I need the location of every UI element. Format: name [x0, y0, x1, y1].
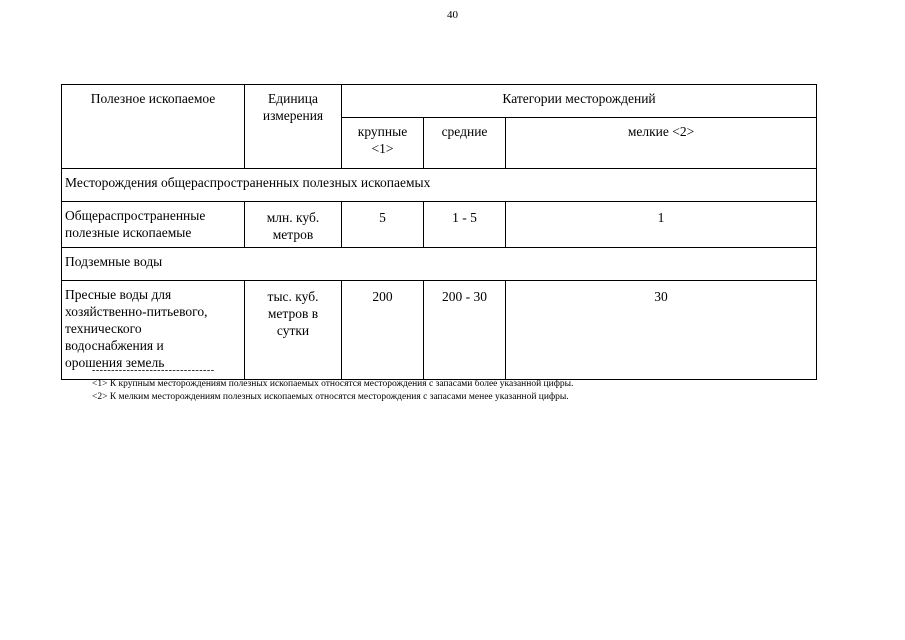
section-row [62, 169, 817, 202]
footnote-item: <1> К крупным месторождениям полезных ископаемых относятся месторождения с запасами более указанной цифры. [92, 379, 574, 389]
header-large [342, 118, 424, 169]
cell-unit-line: метров [272, 227, 314, 242]
header-unit-line2: измерения [262, 108, 324, 123]
cell-small: 1 [506, 202, 817, 248]
footnote-item: <2> К мелким месторождениям полезных ископаемых относятся месторождения с запасами менее указанной цифры. [92, 392, 569, 402]
section-row [62, 248, 817, 281]
section-title-common: Месторождения общераспространенных полезных ископаемых [62, 169, 817, 202]
cell-mineral-line: технического [65, 321, 142, 336]
header-mineral-label: Полезное ископаемое [90, 91, 216, 106]
table-row [62, 202, 817, 248]
cell-mineral-line: Общераспространенные [65, 208, 206, 223]
footnotes [92, 378, 573, 404]
cell-mineral-line: водоснабжения и [65, 338, 164, 353]
cell-unit-line: тыс. куб. [267, 289, 319, 304]
page-number: 40 [447, 9, 458, 21]
header-small [506, 118, 817, 169]
header-small-label: мелкие <2> [627, 124, 695, 139]
header-unit-line1: Единица [267, 91, 318, 106]
header-categories-label: Категории месторождений [502, 91, 656, 106]
cell-mineral-line: полезные ископаемые [65, 225, 192, 240]
cell-large: 200 [342, 281, 424, 380]
cell-mineral-line: хозяйственно-питьевого, [65, 304, 208, 319]
header-medium-label: средние [441, 124, 488, 139]
cell-unit [245, 281, 342, 380]
header-unit [245, 85, 342, 169]
cell-unit-line: сутки [276, 323, 310, 338]
header-mineral [62, 85, 245, 169]
cell-medium: 1 - 5 [424, 202, 506, 248]
header-large-label: крупные <1> [357, 124, 408, 156]
section-title-groundwater: Подземные воды [62, 248, 817, 281]
footnote-separator: -------------------------------- [92, 365, 215, 376]
deposit-categories-table [61, 84, 817, 380]
header-medium [424, 118, 506, 169]
cell-unit [245, 202, 342, 248]
cell-small: 30 [506, 281, 817, 380]
header-row [62, 85, 817, 118]
header-categories [342, 85, 817, 118]
cell-unit-line: метров в [267, 306, 319, 321]
cell-mineral-line: орошения земель [65, 355, 165, 370]
cell-mineral [62, 202, 245, 248]
cell-mineral-line: Пресные воды для [65, 287, 172, 302]
cell-unit-line: млн. куб. [266, 210, 320, 225]
cell-medium: 200 - 30 [424, 281, 506, 380]
cell-large: 5 [342, 202, 424, 248]
